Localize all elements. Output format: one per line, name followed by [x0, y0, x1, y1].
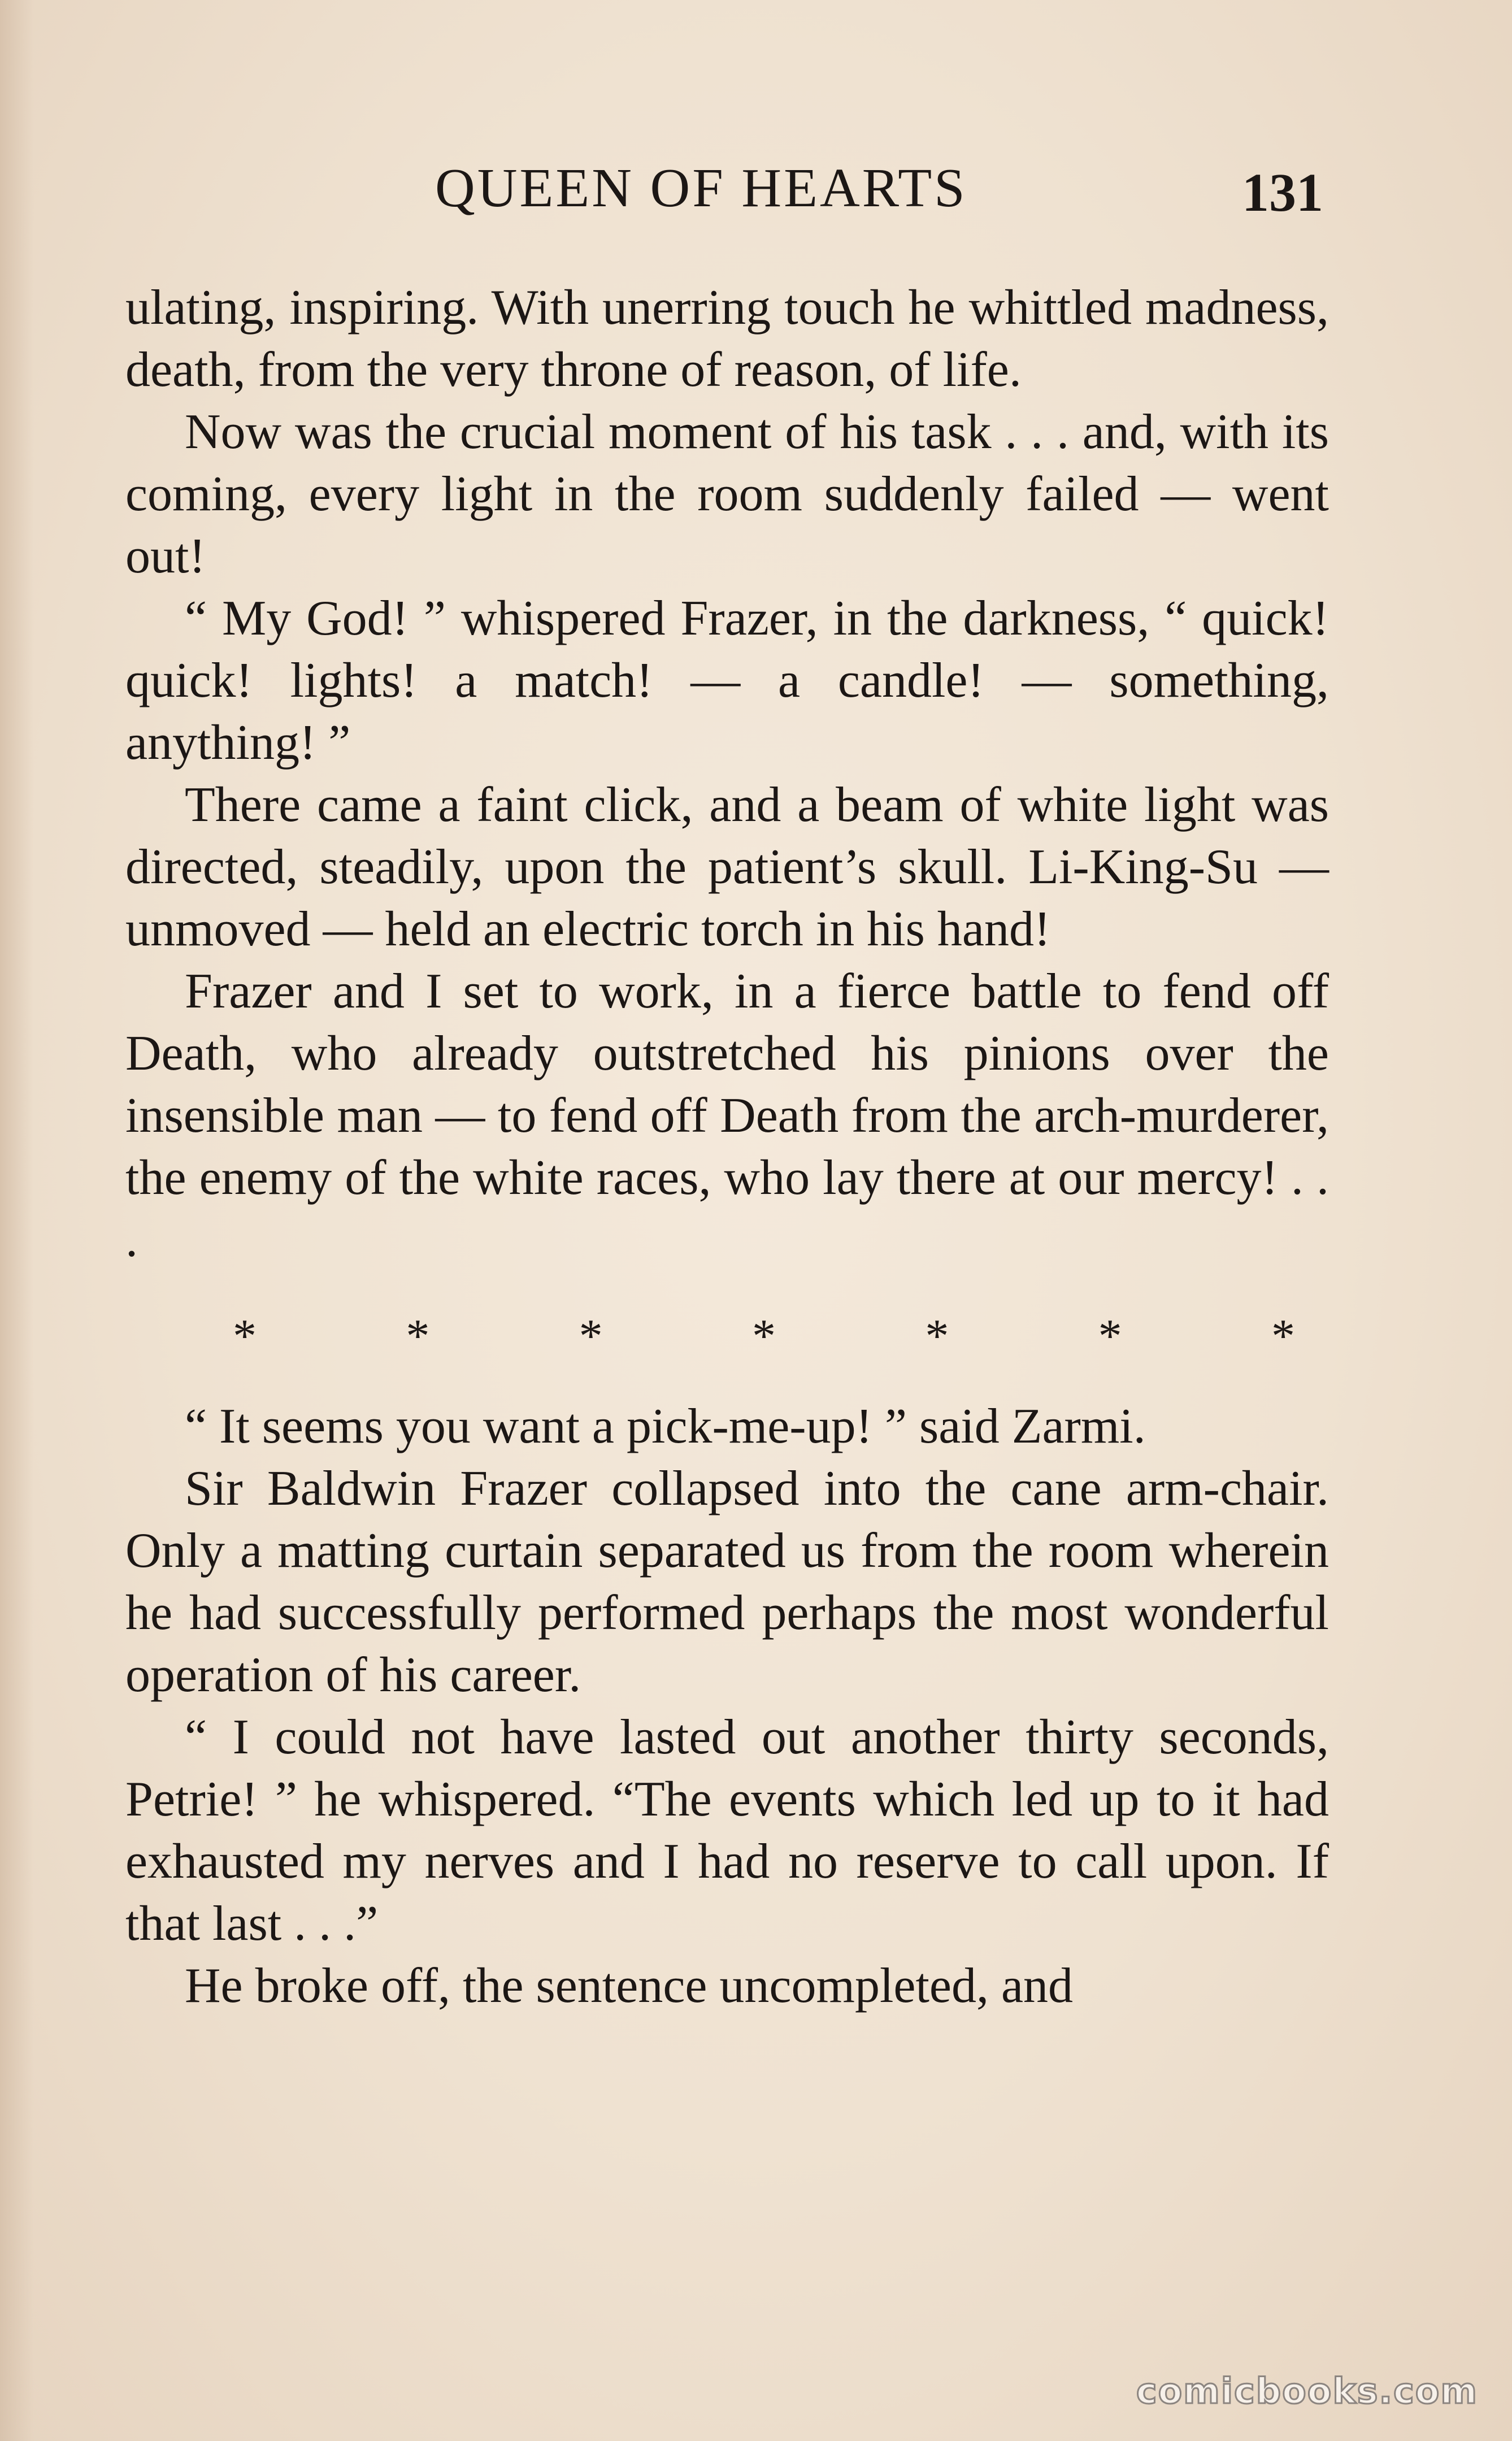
- asterisk: *: [1098, 1310, 1122, 1362]
- page-gutter-shadow: [0, 0, 34, 2441]
- section-break: [125, 1305, 1329, 1367]
- asterisk: *: [751, 1310, 776, 1362]
- paragraph: Now was the crucial moment of his task . . . and, with its coming, every light in the room suddenly failed — went out!: [125, 405, 1329, 584]
- paragraph: Sir Baldwin Frazer collapsed into the cane arm-chair. Only a matting curtain separated us from the room wherein he had successfully performed perhaps the most wonderful operation of his career.: [125, 1461, 1329, 1702]
- paragraph: There came a faint click, and a beam of white light was directed, steadily, upon the patient’s skull. Li-King-Su — unmoved — held an electric torch in his hand!: [125, 778, 1329, 957]
- watermark: comicbooks.com: [1136, 2370, 1478, 2412]
- asterisk: *: [925, 1310, 949, 1362]
- paragraph: “ My God! ” whispered Frazer, in the darkness, “ quick! quick! lights! a match! — a candle! — something, anything! ”: [125, 591, 1329, 770]
- paragraph: “ It seems you want a pick-me-up! ” said Zarmi.: [185, 1399, 1146, 1454]
- paragraph: ulating, inspiring. With unerring touch he whittled madness, death, from the very throne of reason, of life.: [125, 280, 1329, 397]
- paragraph: He broke off, the sentence uncompleted, and: [185, 1958, 1074, 2013]
- asterisk: *: [1271, 1310, 1295, 1362]
- page-number: 131: [1242, 162, 1323, 223]
- asterisk: *: [579, 1310, 603, 1362]
- page-header: [0, 157, 1512, 223]
- body-text: [125, 277, 1329, 2017]
- asterisk: *: [233, 1310, 257, 1362]
- paragraph: Frazer and I set to work, in a fierce battle to fend off Death, who already outstretched his pinions over the insensible man — to fend off Death from the arch-murderer, the enemy of the white races, who lay there at our mercy! . . .: [125, 964, 1329, 1267]
- paragraph: “ I could not have lasted out another thirty seconds, Petrie! ” he whispered. “The events which led up to it had exhausted my nerves and I had no reserve to call upon. If that last . . .”: [125, 1710, 1329, 1951]
- asterisk: *: [406, 1310, 430, 1362]
- running-title: QUEEN OF HEARTS: [435, 158, 967, 219]
